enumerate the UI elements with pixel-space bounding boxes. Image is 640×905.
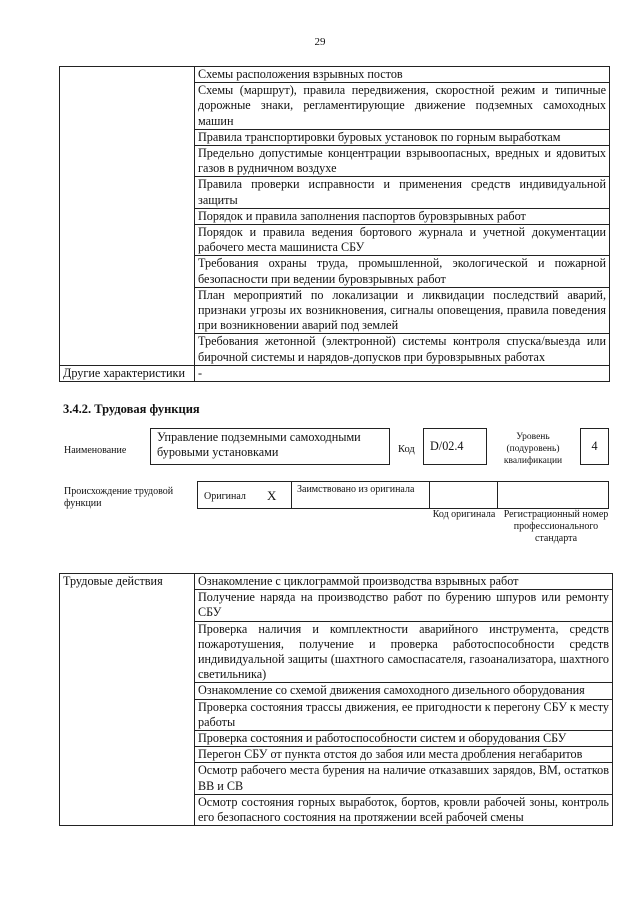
- labor-actions-label: Трудовые действия: [60, 574, 195, 826]
- table-row: [60, 67, 610, 83]
- table-cell: Схемы (маршрут), правила передвижения, скоростной режим и типичные дорожные знаки, регламентирующие движение подземных самоходных машин: [195, 83, 610, 130]
- table-cell: Правила проверки исправности и применения средств индивидуальной защиты: [195, 177, 610, 208]
- level-value: 4: [591, 439, 598, 453]
- function-name-value: Управление подземными самоходными буровыми установками: [157, 430, 361, 459]
- function-name-box: [150, 428, 390, 465]
- page-number: 29: [314, 36, 326, 48]
- reg-number-label: Регистрационный номер профессионального стандарта: [503, 509, 609, 544]
- level-label: Уровень (подуровень) квалификации: [503, 432, 563, 466]
- other-characteristics-value: -: [195, 365, 610, 381]
- code-box: [423, 428, 487, 465]
- table-cell: Перегон СБУ от пункта отстоя до забоя или места дробления негабаритов: [195, 747, 613, 763]
- table-row: [60, 574, 613, 590]
- table-cell: Получение наряда на производство работ по бурению шпуров или ремонту СБУ: [195, 590, 613, 621]
- table-cell: Осмотр рабочего места бурения на наличие отказавших зарядов, ВМ, остатков ВВ и СВ: [195, 763, 613, 794]
- borrowed-label: Заимствовано из оригинала: [297, 484, 415, 495]
- original-label: Оригинал: [204, 491, 246, 502]
- origin-divider: [429, 481, 430, 509]
- origin-divider: [497, 481, 498, 509]
- original-mark: X: [267, 488, 277, 503]
- table-cell: Проверка наличия и комплектности аварийного инструмента, средств пожаротушения, получение и проверка работоспособности средств индивидуальной защиты (шахтного самоспасателя, газоанализатора, шахтного светильника): [195, 621, 613, 683]
- level-box: [580, 428, 609, 465]
- code-label: Код: [398, 444, 415, 455]
- table-cell: План мероприятий по локализации и ликвидации последствий аварий, признаки угрозы их возникновения, сигналы оповещения, правила поведения при возникновении аварий под землей: [195, 287, 610, 334]
- table-cell: Осмотр состояния горных выработок, бортов, кровли рабочей зоны, контроль его безопасного состояния на протяжении всей рабочей смены: [195, 794, 613, 825]
- table-cell: Предельно допустимые концентрации взрывоопасных, вредных и ядовитых газов в рудничном воздухе: [195, 146, 610, 177]
- table-cell: Проверка состояния трассы движения, ее пригодности к перегону СБУ к месту работы: [195, 699, 613, 730]
- other-characteristics-label: Другие характеристики: [60, 365, 195, 381]
- origin-label: Происхождение трудовой функции: [64, 486, 174, 509]
- labor-actions-table: [59, 573, 613, 826]
- table-cell: Требования охраны труда, промышленной, экологической и пожарной безопасности при ведении буровзрывных работ: [195, 256, 610, 287]
- origin-divider: [291, 481, 292, 509]
- code-value: D/02.4: [430, 439, 464, 453]
- table-cell: Порядок и правила заполнения паспортов буровзрывных работ: [195, 208, 610, 224]
- table-cell: Ознакомление со схемой движения самоходного дизельного оборудования: [195, 683, 613, 699]
- section-heading: 3.4.2. Трудовая функция: [63, 402, 200, 416]
- knowledge-table-continued: [59, 66, 610, 382]
- table-cell: Требования жетонной (электронной) системы контроля спуска/выезда или бирочной системы и нарядов-допусков при буровзрывных работах: [195, 334, 610, 365]
- empty-left-cell: [60, 67, 195, 366]
- table-cell: Ознакомление с циклограммой производства взрывных работ: [195, 574, 613, 590]
- table-cell: Порядок и правила ведения бортового журнала и учетной документации рабочего места машиниста СБУ: [195, 225, 610, 256]
- table-cell: Правила транспортировки буровых установок по горным выработкам: [195, 129, 610, 145]
- name-label: Наименование: [64, 445, 127, 456]
- table-cell: Проверка состояния и работоспособности систем и оборудования СБУ: [195, 731, 613, 747]
- code-original-label: Код оригинала: [432, 509, 496, 520]
- table-cell: Схемы расположения взрывных постов: [195, 67, 610, 83]
- table-row: [60, 365, 610, 381]
